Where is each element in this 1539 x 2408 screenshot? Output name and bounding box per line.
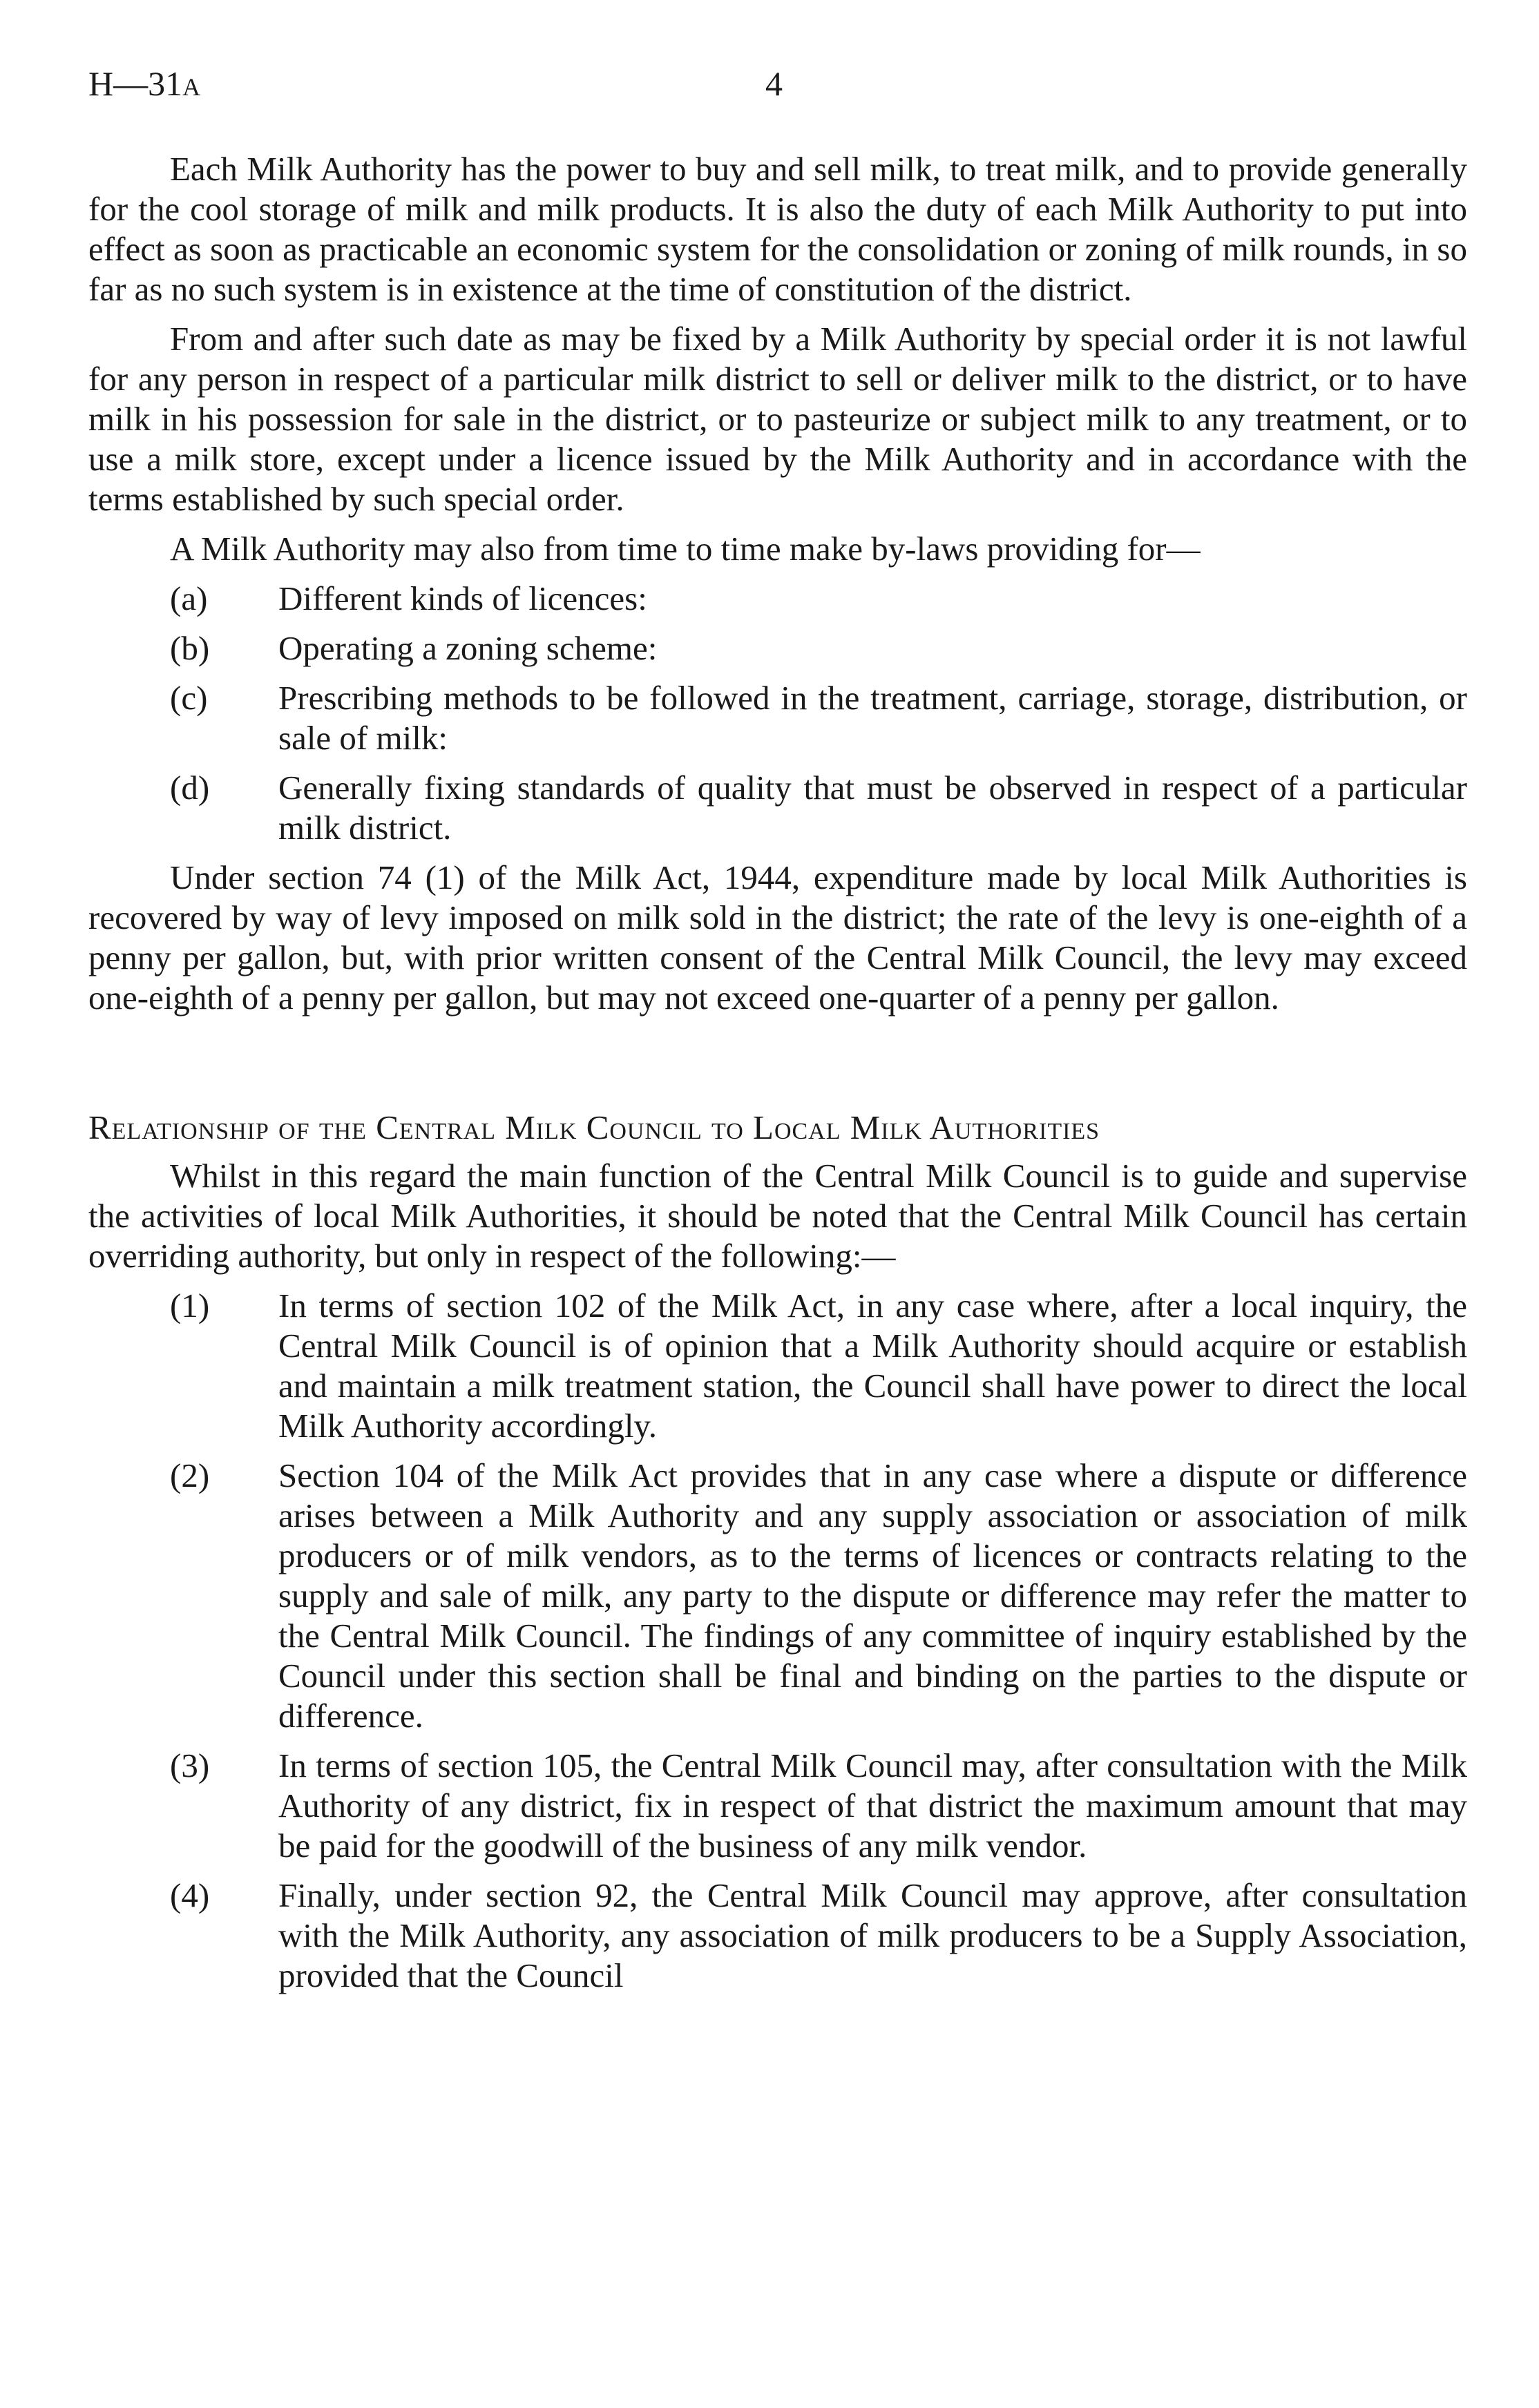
body-text <box>88 149 1467 2005</box>
list-item-text: In terms of section 102 of the Milk Act, in any case where, after a local inquiry, the Central Milk Council is of opinion that a Milk Authority should acquire or establish and maintain a milk treatment station, the Council shall have power to direct the local Milk Authority accordingly. <box>278 1287 1467 1445</box>
page-header <box>88 64 1451 112</box>
bylaw-list <box>88 579 1467 848</box>
list-item <box>88 678 1467 758</box>
list-item-text: Section 104 of the Milk Act provides that in any case where a dispute or difference arises between a Milk Authority and any supply association or association of milk producers or of milk vendors, as to the terms of licences or contracts relating to the supply and sale of milk, any party to the dispute or difference may refer the matter to the Central Milk Council. The findings of any committee of inquiry established by the Council under this section shall be final and binding on the parties to the dispute or difference. <box>278 1456 1467 1735</box>
list-item-text: Finally, under section 92, the Central Milk Council may approve, after consultation with the Milk Authority, any association of milk producers to be a Supply Association, provided that the Council <box>278 1876 1467 1994</box>
list-item <box>88 1456 1467 1736</box>
list-item-label: (b) <box>170 629 210 667</box>
paragraph-levy: Under section 74 (1) of the Milk Act, 1944, expenditure made by local Milk Authorities is recovered by way of levy imposed on milk sold in the district; the rate of the levy is one-eighth of a penny per gallon, but, with prior written consent of the Central Milk Council, the levy may exceed one-eighth of a penny per gallon, but may not exceed one-quarter of a penny per gallon. <box>88 858 1467 1017</box>
list-item-text: Different kinds of licences: <box>278 579 647 617</box>
list-item-text: Generally fixing standards of quality that must be observed in respect of a particular milk district. <box>278 769 1467 847</box>
paragraph-section-intro: Whilst in this regard the main function of the Central Milk Council is to guide and supervise the activities of local Milk Authorities, it should be noted that the Central Milk Council has certain overriding authority, but only in respect of the following:— <box>88 1157 1467 1275</box>
list-item-label: (c) <box>170 679 208 717</box>
list-item <box>88 1746 1467 1866</box>
document-code-main: H—31 <box>88 64 183 103</box>
page-number: 4 <box>765 64 783 103</box>
numbered-list <box>88 1286 1467 1996</box>
paragraph-bylaws-intro: A Milk Authority may also from time to time make by-laws providing for— <box>170 530 1201 568</box>
list-item-label: (3) <box>170 1746 210 1784</box>
document-code <box>88 64 200 104</box>
list-item-label: (d) <box>170 769 210 807</box>
document-code-suffix: A <box>182 73 201 101</box>
paragraph-special-order: From and after such date as may be fixed by a Milk Authority by special order it is not lawful for any person in respect of a particular milk district to sell or deliver milk to the district, or to have milk in his possession for sale in the district, or to pasteurize or subject milk to any treatment, or to use a milk store, except under a licence issued by the Milk Authority and in accordance with the terms established by such special order. <box>88 320 1467 518</box>
list-item-text: Operating a zoning scheme: <box>278 629 658 667</box>
list-item <box>88 628 1467 668</box>
list-item <box>88 1286 1467 1446</box>
list-item-label: (1) <box>170 1287 210 1325</box>
paragraph-milk-authority-powers: Each Milk Authority has the power to buy and sell milk, to treat milk, and to provide generally for the cool storage of milk and milk products. It is also the duty of each Milk Authority to put into effect as soon as practicable an economic system for the consolidation or zoning of milk rounds, in so far as no such system is in existence at the time of constitution of the district. <box>88 150 1467 308</box>
list-item <box>88 1876 1467 1996</box>
list-item-label: (a) <box>170 579 208 617</box>
list-item <box>88 579 1467 619</box>
list-item-text: Prescribing methods to be followed in the treatment, carriage, storage, distribution, or sale of milk: <box>278 679 1467 757</box>
list-item-label: (4) <box>170 1876 210 1914</box>
list-item-text: In terms of section 105, the Central Milk Council may, after consultation with the Milk Authority of any district, fix in respect of that district the maximum amount that may be paid for the goodwill of the business of any milk vendor. <box>278 1746 1467 1865</box>
list-item-label: (2) <box>170 1456 210 1494</box>
section-heading: Relationship of the Central Milk Council to Local Milk Authorities <box>88 1108 1100 1146</box>
list-item <box>88 768 1467 848</box>
